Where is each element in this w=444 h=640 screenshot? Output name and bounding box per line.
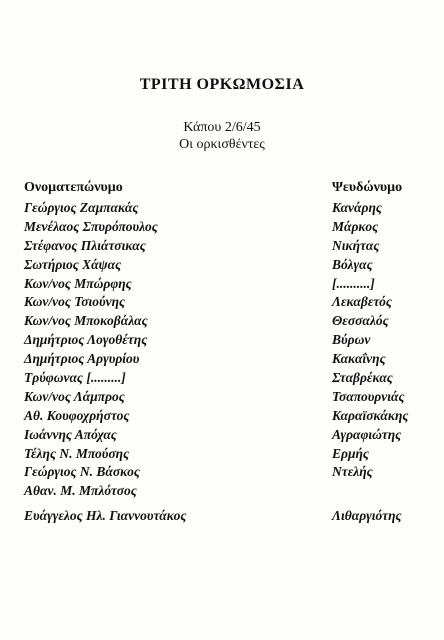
member-name: Κων/νος Τσιούνης (24, 294, 126, 310)
list-item (0, 388, 444, 407)
member-alias: Βύρων (332, 332, 371, 348)
document-title: ΤΡΙΤΗ ΟΡΚΩΜΟΣΙΑ (139, 76, 305, 93)
member-alias: Σταβρέκας (332, 370, 393, 386)
member-alias: Λεκαβετός (332, 294, 392, 310)
list-item (0, 312, 444, 331)
member-name: Τέλης Ν. Μπούσης (24, 445, 130, 461)
member-alias: Τσαπουρνιάς (332, 388, 405, 404)
place-date: Κάπου 2/6/45 (183, 120, 261, 135)
member-alias: Νικήτας (332, 237, 380, 253)
member-name: Κων/νος Μποκοβάλας (24, 313, 148, 329)
list-item (0, 331, 444, 350)
list-item (0, 237, 444, 256)
member-name: Κων/νος Μπώρφης (24, 275, 132, 291)
member-alias: Θεσσαλός (332, 313, 389, 329)
member-name: Αθαν. Μ. Μπλότσος (24, 483, 137, 499)
list-item (0, 407, 444, 426)
member-name: Σωτήριος Χάψας (24, 256, 122, 272)
list-item (0, 369, 444, 388)
members-list (0, 199, 444, 526)
member-alias: Βόλγας (332, 256, 373, 272)
member-name: Ευάγγελος Ηλ. Γιαννουτάκος (24, 508, 187, 524)
list-item (0, 199, 444, 218)
member-alias: Μάρκος (332, 218, 379, 234)
list-item (0, 507, 444, 526)
member-alias: Λιθαργιότης (332, 508, 402, 524)
member-name: Μενέλαος Σπυρόπουλος (24, 218, 158, 234)
member-alias: Καραϊσκάκης (332, 407, 409, 423)
member-alias: Ερμής (332, 445, 369, 461)
list-item (0, 293, 444, 312)
member-name: Κων/νος Λάμπρος (24, 388, 125, 404)
list-item (0, 256, 444, 275)
member-alias: Κανάρης (332, 200, 382, 215)
member-name: Αθ. Κουφοχρήστος (24, 407, 130, 423)
column-header-alias: Ψευδώνυμο (332, 180, 403, 195)
list-item (0, 445, 444, 464)
list-item (0, 275, 444, 294)
list-item (0, 426, 444, 445)
caption: Οι ορκισθέντες (179, 137, 265, 152)
member-name: Τρύφωνας [.........] (24, 370, 126, 386)
member-name: Δημήτριος Αργυρίου (24, 351, 140, 367)
member-alias: Κακαΐνης (332, 351, 386, 367)
list-item (0, 463, 444, 482)
member-name: Γεώργιος Ν. Βάσκος (24, 464, 140, 480)
member-alias: Ντελής (332, 464, 373, 480)
list-item (0, 482, 444, 501)
member-alias: Αγραφιώτης (332, 426, 402, 442)
member-alias: [..........] (332, 275, 375, 291)
member-name: Στέφανος Πλιάτσικας (24, 237, 146, 253)
column-header-name: Ονοματεπώνυμο (24, 180, 123, 195)
list-item (0, 218, 444, 237)
member-name: Γεώργιος Ζαμπακάς (24, 200, 139, 215)
list-item (0, 350, 444, 369)
member-name: Δημήτριος Λογοθέτης (24, 332, 148, 348)
member-name: Ιωάννης Απόχας (24, 426, 117, 442)
